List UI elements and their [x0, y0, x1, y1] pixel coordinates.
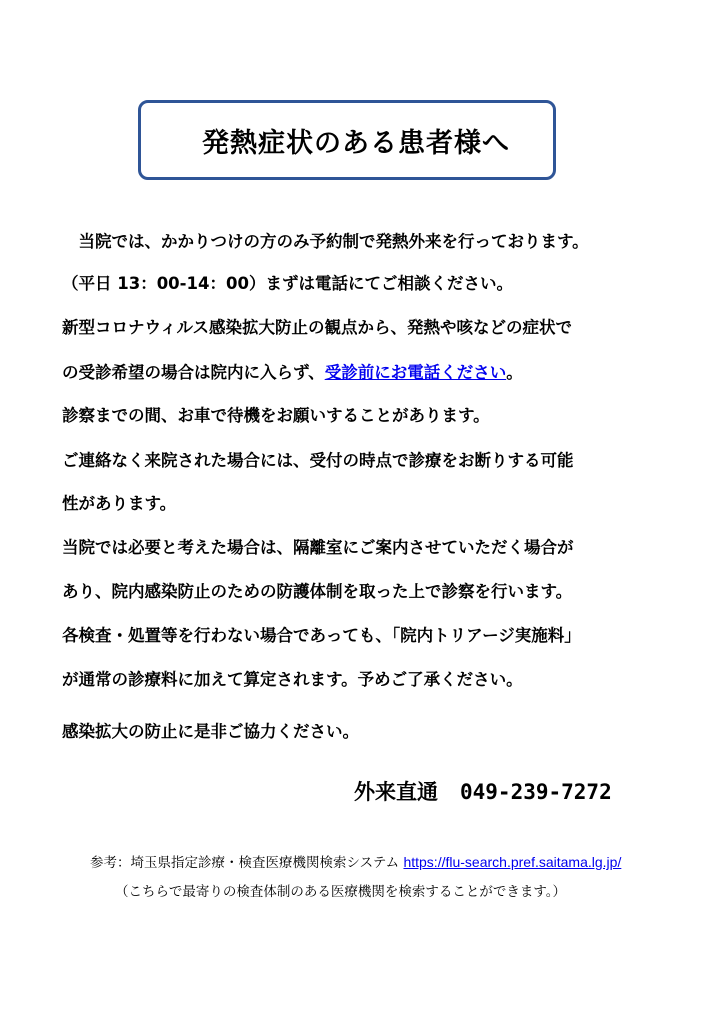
title-box [138, 100, 556, 180]
paragraph-line-3: 新型コロナウィルス感染拡大防止の観点から、発熱や咳などの症状で [62, 318, 573, 337]
paragraph-line-8: 当院では必要と考えた場合は、隔離室にご案内させていただく場合が [62, 538, 574, 557]
paragraph-line-1: 当院では、かかりつけの方のみ予約制で発熱外来を行っております。 [62, 232, 589, 251]
paragraph-line-11: が通常の診療料に加えて算定されます。予めご了承ください。 [62, 670, 523, 689]
paragraph-line-5: 診察までの間、お車で待機をお願いすることがあります。 [62, 406, 490, 425]
page-title: 発熱症状のある患者様へ [202, 127, 510, 159]
reference-text: 参考：埼玉県指定診療・検査医療機関検索システム [90, 855, 404, 871]
paragraph-line-6: ご連絡なく来院された場合には、受付の時点で診療をお断りする可能 [62, 451, 574, 470]
paragraph-line-7: 性があります。 [62, 494, 177, 513]
paragraph-line-4-end: 。 [506, 363, 523, 382]
phone-label: 外来直通 [354, 780, 438, 804]
paragraph-line-12: 感染拡大の防止に是非ご協力ください。 [62, 722, 359, 741]
paragraph-line-2: （平日 13：00-14：00）まずは電話にてご相談ください。 [62, 274, 513, 293]
reference-url-link[interactable]: https://flu-search.pref.saitama.lg.jp/ [403, 854, 622, 870]
reference-line [90, 851, 621, 871]
call-before-visit-link[interactable]: 受診前にお電話ください [324, 363, 507, 382]
paragraph-line-4-text: の受診希望の場合は院内に入らず、 [62, 363, 325, 382]
paragraph-line-10: 各検査・処置等を行わない場合であっても、「院内トリアージ実施料」 [62, 626, 581, 645]
phone-line [354, 776, 612, 806]
paragraph-line-9: あり、院内感染防止のための防護体制を取った上で診察を行います。 [62, 582, 573, 601]
reference-note: （こちらで最寄りの検査体制のある医療機関を検索することができます。） [115, 884, 567, 900]
phone-number[interactable]: 049-239-7272 [460, 780, 612, 804]
paragraph-line-4 [62, 361, 672, 385]
